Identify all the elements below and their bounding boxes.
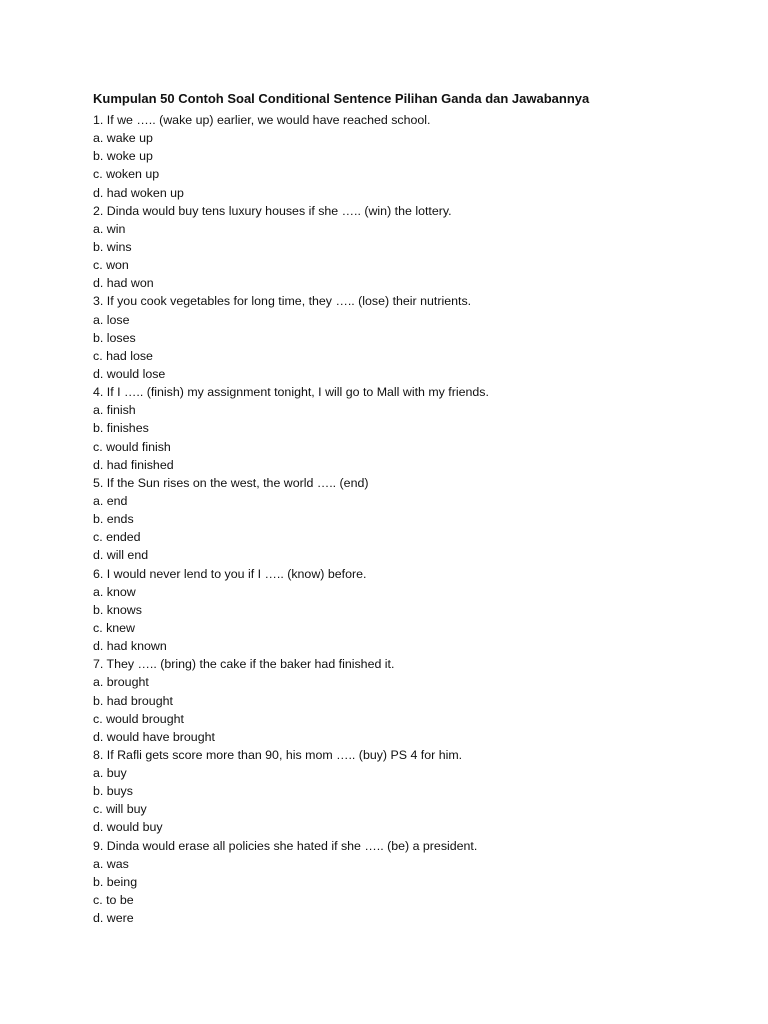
answer-option-c: c. won [93, 258, 129, 273]
question-7 [93, 655, 693, 746]
answer-option-c: c. had lose [93, 348, 153, 363]
answer-option-b: b. wins [93, 239, 132, 254]
answer-option-c: c. knew [93, 620, 136, 635]
question-text: 4. If I ….. (finish) my assignment tonight, I will go to Mall with my friends. [93, 385, 489, 400]
answer-option-a: a. lose [93, 312, 130, 327]
answer-option-b: b. loses [93, 330, 136, 345]
answer-option-d: d. were [93, 911, 134, 926]
answer-option-b: b. buys [93, 784, 133, 799]
question-text: 2. Dinda would buy tens luxury houses if she ….. (win) the lottery. [93, 203, 452, 218]
answer-option-a: a. end [93, 493, 128, 508]
answer-option-d: d. would have brought [93, 729, 215, 744]
question-9 [93, 837, 693, 928]
question-text: 7. They ….. (bring) the cake if the baker had finished it. [93, 657, 395, 672]
answer-option-b: b. knows [93, 602, 142, 617]
answer-option-b: b. had brought [93, 693, 173, 708]
question-6 [93, 565, 693, 656]
answer-option-a: a. know [93, 584, 136, 599]
answer-option-c: c. ended [93, 530, 141, 545]
question-3 [93, 292, 693, 383]
question-2 [93, 202, 693, 293]
answer-option-a: a. win [93, 221, 126, 236]
answer-option-c: c. to be [93, 893, 134, 908]
answer-option-b: b. woke up [93, 149, 153, 164]
question-text: 8. If Rafli gets score more than 90, his mom ….. (buy) PS 4 for him. [93, 747, 463, 762]
answer-option-d: d. had known [93, 639, 167, 654]
answer-option-b: b. ends [93, 512, 134, 527]
answer-option-d: d. had woken up [93, 185, 184, 200]
answer-option-a: a. wake up [93, 131, 153, 146]
answer-option-c: c. woken up [93, 167, 160, 182]
question-text: 1. If we ….. (wake up) earlier, we would have reached school. [93, 113, 431, 127]
answer-option-b: b. being [93, 874, 138, 889]
answer-option-a: a. brought [93, 675, 149, 690]
answer-option-d: d. had won [93, 276, 154, 291]
question-4 [93, 383, 693, 474]
question-text: 6. I would never lend to you if I ….. (know) before. [93, 566, 367, 581]
question-text: 5. If the Sun rises on the west, the world ….. (end) [93, 475, 369, 490]
answer-option-a: a. finish [93, 403, 136, 418]
document-title: Kumpulan 50 Contoh Soal Conditional Sentence Pilihan Ganda dan Jawabannya [93, 91, 590, 106]
question-text: 3. If you cook vegetables for long time, they ….. (lose) their nutrients. [93, 294, 472, 309]
answer-option-c: c. will buy [93, 802, 147, 817]
question-1 [93, 111, 693, 202]
document-body [93, 89, 693, 927]
answer-option-d: d. will end [93, 548, 149, 563]
answer-option-c: c. would brought [93, 711, 184, 726]
answer-option-b: b. finishes [93, 421, 149, 436]
answer-option-c: c. would finish [93, 439, 171, 454]
answer-option-d: d. would lose [93, 366, 166, 381]
question-8 [93, 746, 693, 837]
answer-option-d: d. had finished [93, 457, 174, 472]
answer-option-a: a. was [93, 856, 129, 871]
answer-option-d: d. would buy [93, 820, 163, 835]
question-5 [93, 474, 693, 565]
question-text: 9. Dinda would erase all policies she hated if she ….. (be) a president. [93, 838, 478, 853]
answer-option-a: a. buy [93, 766, 127, 781]
